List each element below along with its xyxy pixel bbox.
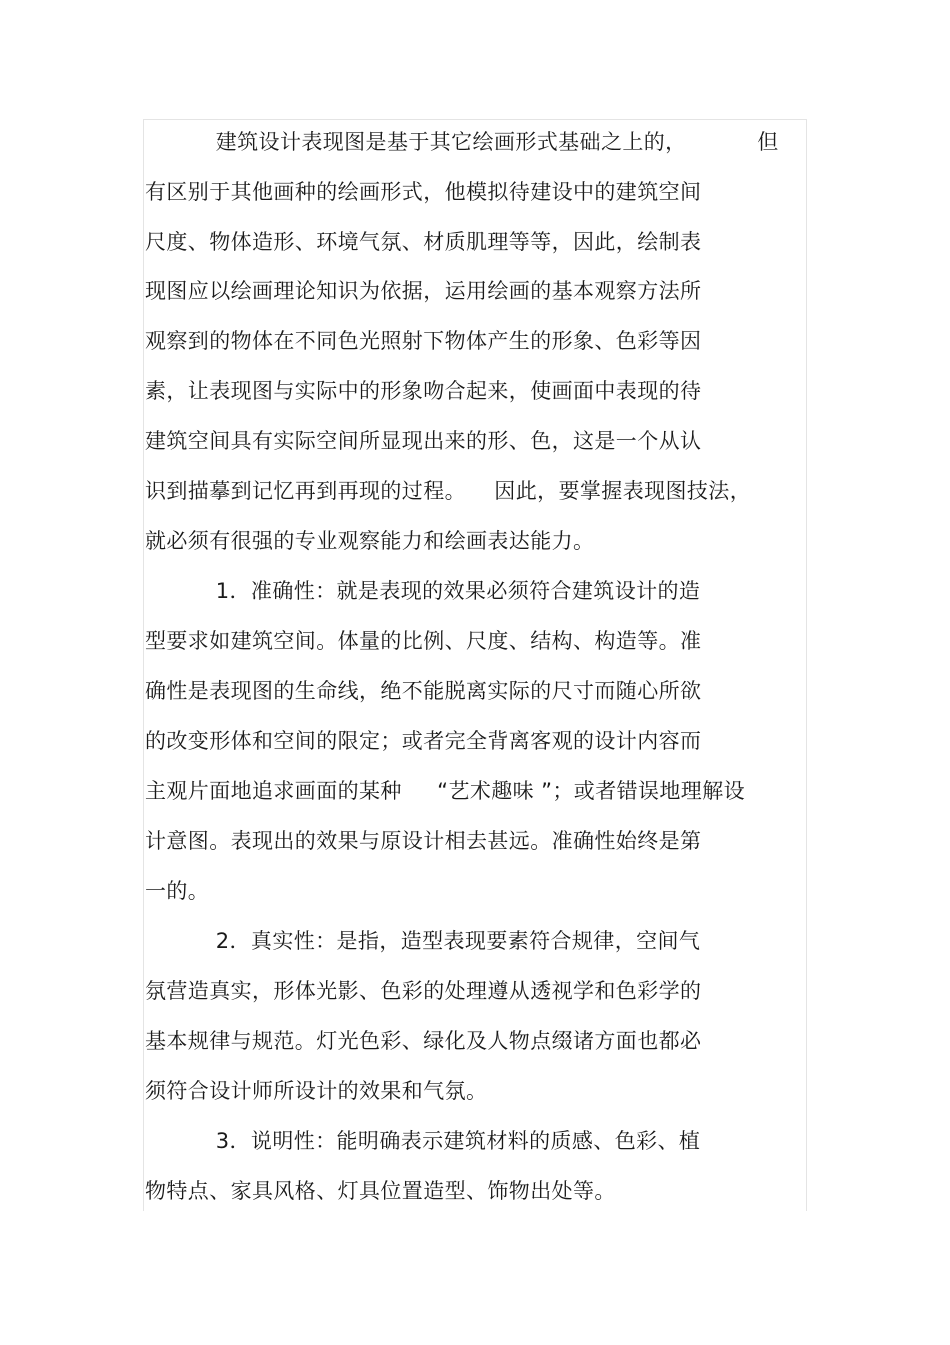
text-line: 计意图。表现出的效果与原设计相去甚远。准确性始终是第 — [145, 829, 702, 853]
text-line: 1．准确性：就是表现的效果必须符合建筑设计的造 — [145, 579, 701, 603]
text-line: 就必须有很强的专业观察能力和绘画表达能力。 — [145, 529, 595, 553]
text-line: 物特点、家具风格、灯具位置造型、饰物出处等。 — [145, 1179, 616, 1203]
text-line: 一的。 — [145, 879, 210, 903]
text-line: 主观片面地追求画面的某种 “艺术趣味 ”；或者错误地理解设 — [145, 779, 746, 803]
text-line: 素，让表现图与实际中的形象吻合起来，使画面中表现的待 — [145, 379, 702, 403]
text-line: 尺度、物体造形、环境气氛、材质肌理等等，因此，绘制表 — [145, 230, 702, 254]
text-line: 识到描摹到记忆再到再现的过程。 因此，要掌握表现图技法， — [145, 479, 752, 503]
text-line: 2．真实性：是指，造型表现要素符合规律，空间气 — [145, 929, 701, 953]
text-line: 基本规律与规范。灯光色彩、绿化及人物点缀诸方面也都必 — [145, 1029, 702, 1053]
text-line: 观察到的物体在不同色光照射下物体产生的形象、色彩等因 — [145, 329, 702, 353]
text-line: 建筑空间具有实际空间所显现出来的形、色，这是一个从认 — [145, 429, 702, 453]
text-line: 须符合设计师所设计的效果和气氛。 — [145, 1079, 488, 1103]
text-line: 型要求如建筑空间。体量的比例、尺度、结构、构造等。准 — [145, 629, 702, 653]
text-line: 现图应以绘画理论知识为依据，运用绘画的基本观察方法所 — [145, 279, 702, 303]
text-line: 确性是表现图的生命线，绝不能脱离实际的尺寸而随心所欲 — [145, 679, 702, 703]
text-line: 的改变形体和空间的限定；或者完全背离客观的设计内容而 — [145, 729, 702, 753]
text-line: 3．说明性：能明确表示建筑材料的质感、色彩、植 — [145, 1129, 701, 1153]
text-line: 有区别于其他画种的绘画形式，他模拟待建设中的建筑空间 — [145, 180, 702, 204]
text-line: 建筑设计表现图是基于其它绘画形式基础之上的， 但 — [145, 130, 779, 154]
text-line: 氛营造真实，形体光影、色彩的处理遵从透视学和色彩学的 — [145, 979, 702, 1003]
